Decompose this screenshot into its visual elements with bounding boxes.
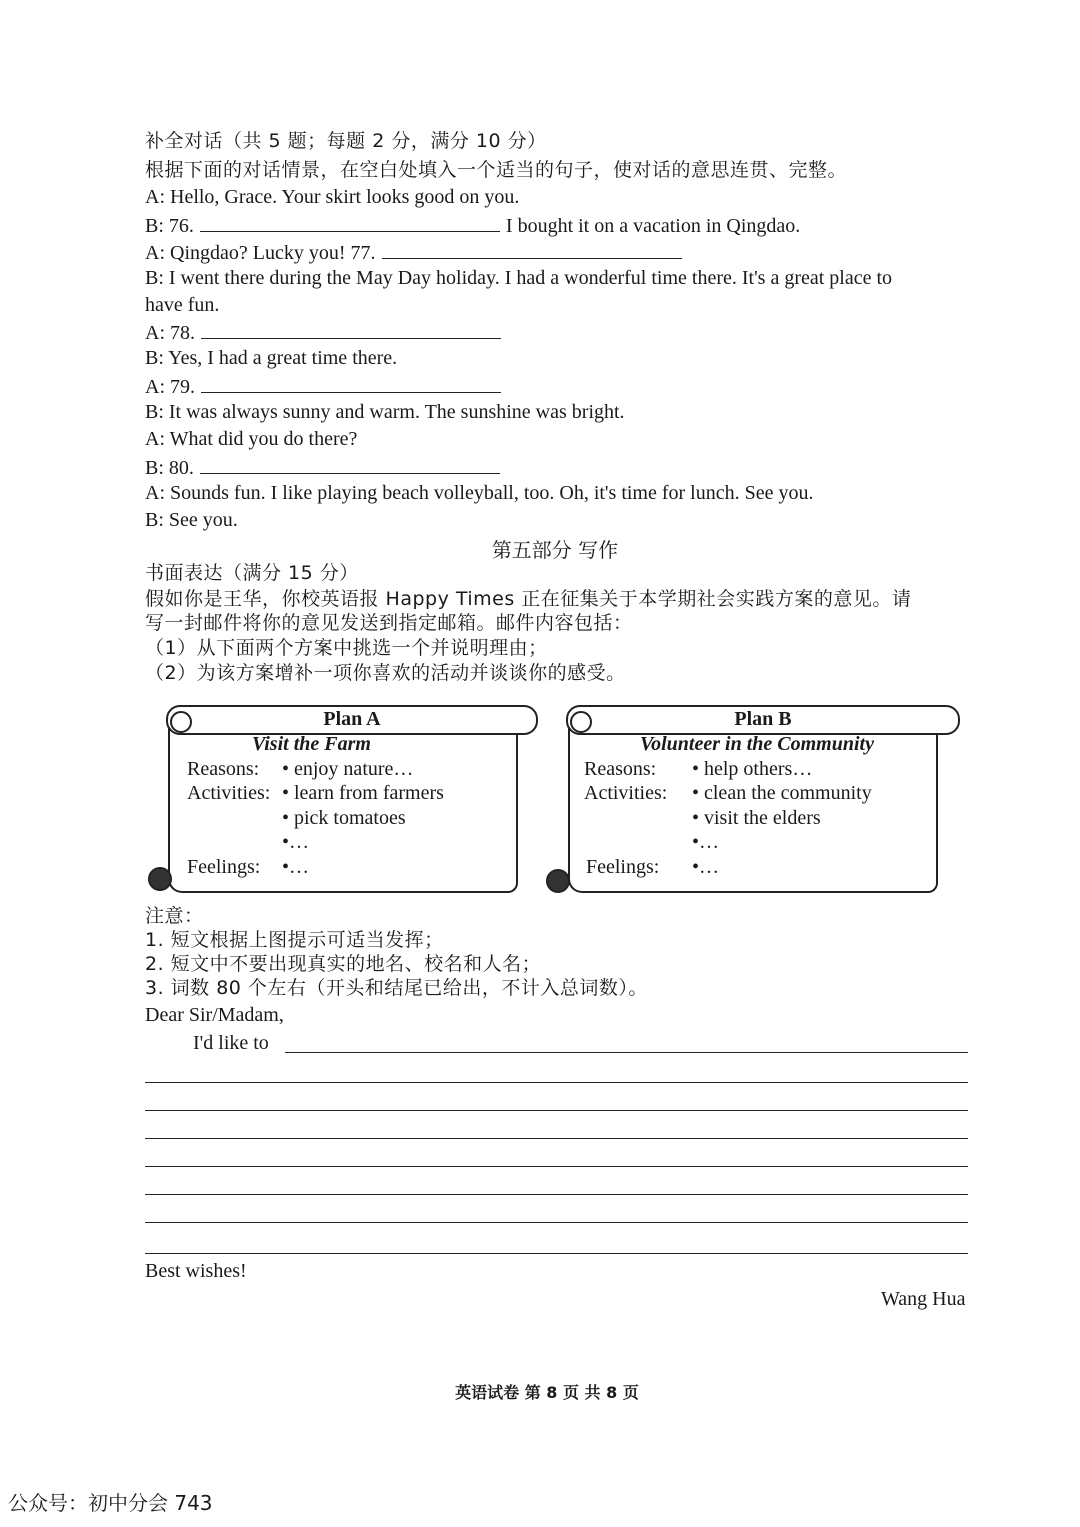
notes-title: 注意： — [145, 905, 204, 927]
dialogue-line-78 — [145, 318, 501, 346]
writing-requirement: （2）为该方案增补一项你喜欢的活动并谈谈你的感受。 — [145, 662, 626, 684]
plan-b-scroll — [550, 705, 960, 895]
activity-item: •… — [692, 831, 720, 853]
dialogue-line: have fun. — [145, 294, 220, 316]
dialogue-line-77 — [145, 238, 682, 266]
writing-requirement: （1）从下面两个方案中挑选一个并说明理由； — [145, 637, 548, 659]
note-item: 1. 短文根据上图提示可适当发挥； — [145, 929, 444, 951]
writing-prompt: 写一封邮件将你的意见发送到指定邮箱。邮件内容包括： — [145, 612, 633, 634]
dialogue-text: A: Qingdao? Lucky you! 77. — [145, 242, 376, 264]
writing-prompt: 假如你是王华，你校英语报 Happy Times 正在征集关于本学期社会实践方案的意见。请 — [145, 588, 912, 610]
activity-item: • learn from farmers — [282, 782, 444, 804]
dialogue-line-79 — [145, 372, 501, 400]
writing-line[interactable] — [285, 1030, 968, 1053]
dialogue-line-76 — [145, 211, 800, 239]
answer-blank-77[interactable] — [382, 238, 682, 259]
dialogue-line: B: See you. — [145, 509, 238, 531]
activity-item: • clean the community — [692, 782, 872, 804]
writing-line[interactable] — [145, 1144, 968, 1167]
watermark: 公众号：初中分会 743 — [8, 1491, 213, 1515]
reasons-label: Reasons: — [187, 758, 260, 780]
writing-heading: 书面表达（满分 15 分） — [145, 562, 359, 584]
letter-greeting: Dear Sir/Madam, — [145, 1004, 284, 1026]
activity-item: •… — [282, 831, 310, 853]
note-item: 3. 词数 80 个左右（开头和结尾已给出，不计入总词数）。 — [145, 977, 648, 999]
question-number: B: 76. — [145, 215, 194, 237]
scroll-curl-icon — [546, 869, 570, 893]
dialogue-line: A: Sounds fun. I like playing beach volleyball, too. Oh, it's time for lunch. See you. — [145, 482, 814, 504]
activity-item: • visit the elders — [692, 807, 821, 829]
dialogue-line: A: Hello, Grace. Your skirt looks good on you. — [145, 186, 520, 208]
question-number: B: 80. — [145, 457, 194, 479]
plan-b-name: Plan B — [566, 705, 960, 735]
dialogue-instruction: 根据下面的对话情景，在空白处填入一个适当的句子，使对话的意思连贯、完整。 — [145, 159, 848, 181]
feelings-value: •… — [692, 856, 720, 878]
part-title: 第五部分 写作 — [491, 538, 619, 562]
page-footer: 英语试卷 第 8 页 共 8 页 — [455, 1383, 639, 1402]
writing-line[interactable] — [145, 1200, 968, 1223]
writing-line[interactable] — [145, 1088, 968, 1111]
dialogue-line: B: I went there during the May Day holiday. I had a wonderful time there. It's a great place to — [145, 267, 893, 289]
plan-a-name: Plan A — [166, 705, 538, 735]
note-item: 2. 短文中不要出现真实的地名、校名和人名； — [145, 953, 542, 975]
dialogue-text: I bought it on a vacation in Qingdao. — [505, 215, 801, 237]
dialogue-line: B: Yes, I had a great time there. — [145, 347, 398, 369]
scroll-curl-icon — [570, 711, 592, 733]
activities-label: Activities: — [584, 782, 668, 804]
letter-signature: Wang Hua — [881, 1288, 966, 1310]
dialogue-line: A: What did you do there? — [145, 428, 358, 450]
scroll-curl-icon — [170, 711, 192, 733]
question-number: A: 79. — [145, 376, 195, 398]
reasons-value: • help others… — [692, 758, 813, 780]
activities-label: Activities: — [187, 782, 271, 804]
activity-item: • pick tomatoes — [282, 807, 406, 829]
dialogue-heading: 补全对话（共 5 题；每题 2 分，满分 10 分） — [145, 130, 547, 152]
letter-opening: I'd like to — [193, 1032, 269, 1054]
dialogue-line: B: It was always sunny and warm. The sunshine was bright. — [145, 401, 625, 423]
writing-line[interactable] — [145, 1060, 968, 1083]
reasons-value: • enjoy nature… — [282, 758, 414, 780]
answer-blank-79[interactable] — [201, 372, 501, 393]
plan-a-title: Visit the Farm — [252, 733, 371, 755]
feelings-label: Feelings: — [586, 856, 660, 878]
scroll-curl-icon — [148, 867, 172, 891]
writing-line[interactable] — [145, 1231, 968, 1254]
letter-closing: Best wishes! — [145, 1260, 247, 1282]
question-number: A: 78. — [145, 322, 195, 344]
writing-line[interactable] — [145, 1172, 968, 1195]
plan-b-title: Volunteer in the Community — [640, 733, 874, 755]
answer-blank-76[interactable] — [200, 211, 500, 232]
dialogue-line-80 — [145, 453, 500, 481]
writing-line[interactable] — [145, 1116, 968, 1139]
plan-a-scroll — [150, 705, 540, 895]
reasons-label: Reasons: — [584, 758, 657, 780]
answer-blank-80[interactable] — [200, 453, 500, 474]
answer-blank-78[interactable] — [201, 318, 501, 339]
feelings-value: •… — [282, 856, 310, 878]
feelings-label: Feelings: — [187, 856, 261, 878]
